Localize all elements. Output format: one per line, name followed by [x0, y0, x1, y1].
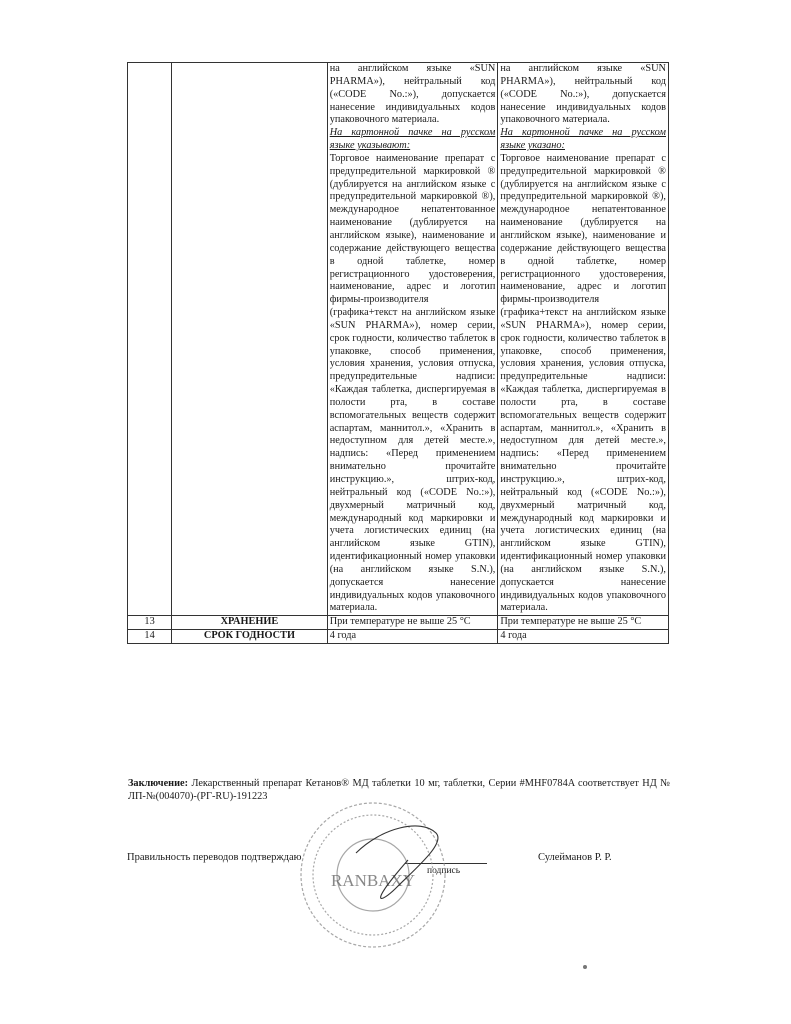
- scan-speck: [583, 965, 587, 969]
- specification-table: [127, 62, 669, 644]
- labeling-text: Торговое наименование препарат с предупредительной маркировкой ® (дублируется на английском языке с предупредительной маркировкой ®), международное непатентованное наименование (дублируется на английском языке), наименование и содержание действующего вещества в одной таблетке, номер регистрационного удостоверения, наименование, адрес и логотип фирмы-производителя (графика+текст на английском языке «SUN PHARMA»), номер серии, срок годности, количество таблеток в упаковке, способ применения, условия хранения, условия отпуска, предупредительные надписи: «Каждая таблетка, диспергируемая в полости рта, в составе вспомогательных веществ содержит аспартам, маннитол.», «Хранить в недоступном для детей месте.», надпись: «Перед применением внимательно прочитайте инструкцию.», штрих-код, нейтральный код («CODE No.:»), двухмерный матричный код, международный код маркировки и учета логистических единиц (на английском языке GTIN), идентификационный номер упаковки (на английском языке S.N.), допускается нанесение индивидуальных кодов упаковочного материала.: [329, 152, 496, 614]
- stamp-text: RANBAXY: [330, 871, 416, 890]
- table-row-shelf-life: [128, 630, 669, 644]
- carton-heading: На картонной пачке на русском языке указывают:: [329, 127, 496, 152]
- nd-requirement-cell: 4 года: [327, 630, 498, 644]
- table-row-storage: [128, 616, 669, 630]
- carton-heading: На картонной пачке на русском языке указано:: [500, 127, 666, 152]
- signature-label: Правильность переводов подтверждаю: [127, 852, 302, 863]
- row-name-cell: [172, 63, 328, 616]
- conclusion-text: Лекарственный препарат Кетанов® МД таблетки 10 мг, таблетки, Серии #MHF0784A соответствует НД № ЛП-№(004070)-(РГ-RU)-191223: [128, 778, 670, 802]
- labeling-text: на английском языке «SUN PHARMA»), нейтральный код («CODE No.:»), допускается нанесение индивидуальных кодов упаковочного материала.: [329, 63, 496, 126]
- company-stamp: [296, 798, 451, 953]
- row-name: СРОК ГОДНОСТИ: [172, 630, 328, 644]
- nd-requirement-cell: При температуре не выше 25 °С: [327, 616, 498, 630]
- conclusion-label: Заключение:: [128, 778, 189, 789]
- row-number: 14: [128, 630, 172, 644]
- actual-result-cell: При температуре не выше 25 °С: [498, 616, 669, 630]
- labeling-text: Торговое наименование препарат с предупредительной маркировкой ® (дублируется на английском языке с предупредительной маркировкой ®), международное непатентованное наименование (дублируется на английском языке), наименование и содержание действующего вещества в одной таблетке, номер регистрационного удостоверения, наименование, адрес и логотип фирмы-производителя (графика+текст на английском языке «SUN PHARMA»), номер серии, срок годности, количество таблеток в упаковке, способ применения, условия хранения, условия отпуска, предупредительные надписи: «Каждая таблетка, диспергируемая в полости рта, в составе вспомогательных веществ содержит аспартам, маннитол.», «Хранить в недоступном для детей месте.», надпись: «Перед применением внимательно прочитайте инструкцию.», штрих-код, нейтральный код («CODE No.:»), двухмерный матричный код, международный код маркировки и учета логистических единиц (на английском языке GTIN), идентификационный номер упаковки (на английском языке S.N.), допускается нанесение индивидуальных кодов упаковочного материала.: [500, 152, 666, 614]
- row-number: 13: [128, 616, 172, 630]
- signature-caption: подпись: [427, 866, 461, 876]
- signatory-name: Сулейманов Р. Р.: [538, 852, 612, 863]
- row-number-cell: [128, 63, 172, 616]
- nd-requirement-cell: [327, 63, 498, 616]
- actual-result-cell: 4 года: [498, 630, 669, 644]
- table-row-labeling: [128, 63, 669, 616]
- row-name: ХРАНЕНИЕ: [172, 616, 328, 630]
- actual-result-cell: [498, 63, 669, 616]
- labeling-text: на английском языке «SUN PHARMA»), нейтральный код («CODE No.:»), допускается нанесение индивидуальных кодов упаковочного материала.: [500, 63, 666, 126]
